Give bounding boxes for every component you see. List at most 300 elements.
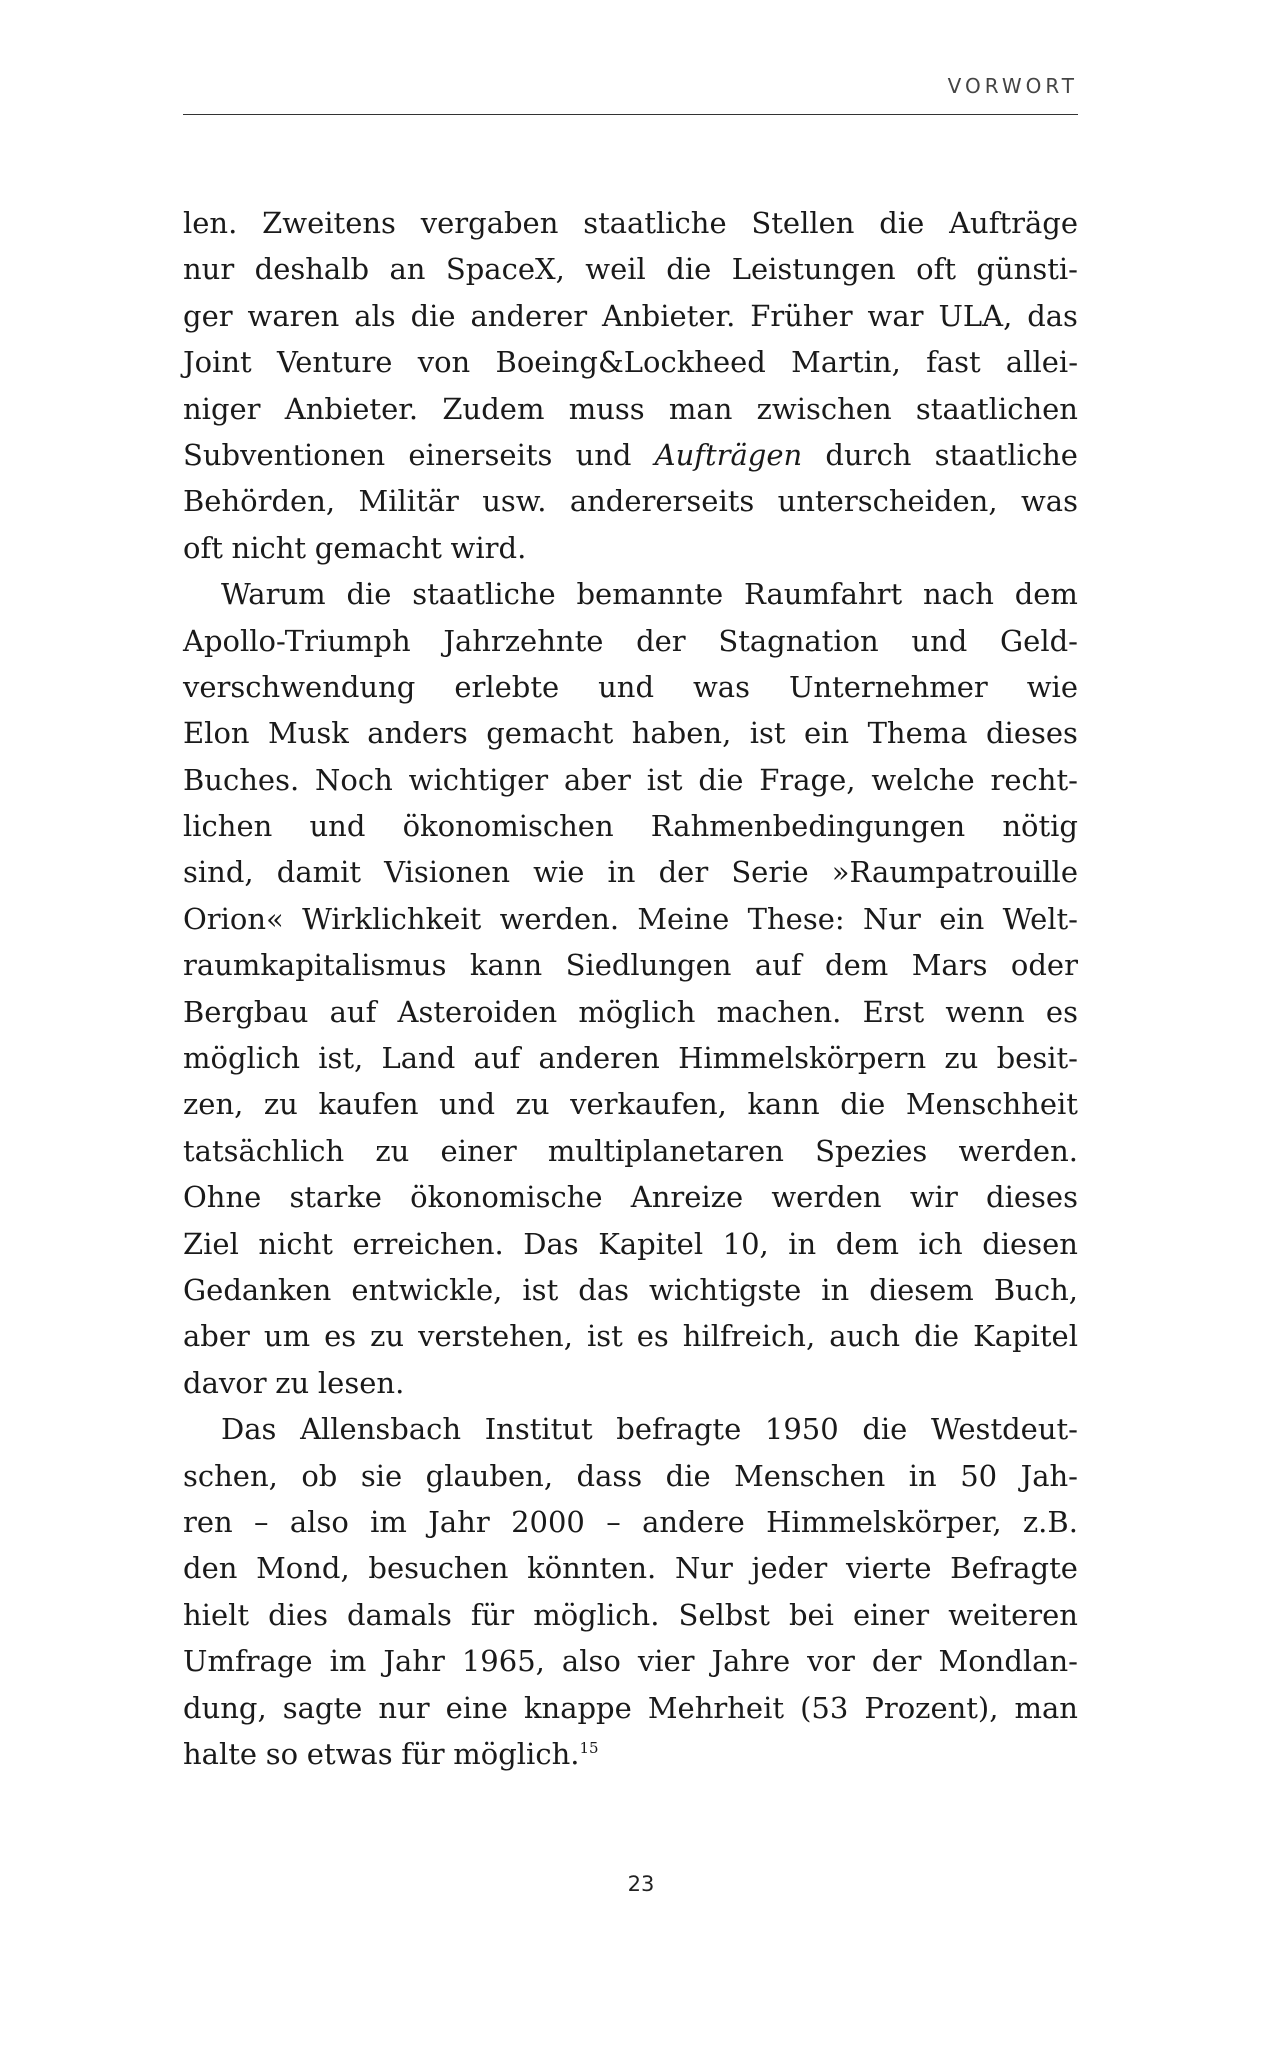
word: waren: [247, 298, 340, 333]
text-line: [183, 1313, 1078, 1359]
word: –: [606, 1504, 621, 1539]
word: entwickle,: [351, 1272, 503, 1307]
text-line: [183, 1174, 1078, 1220]
word: Ohne: [183, 1180, 262, 1215]
word: davor: [183, 1365, 267, 1400]
word: Boeing&Lockheed: [495, 345, 766, 380]
word: Serie: [731, 855, 809, 890]
word: machen.: [716, 994, 842, 1029]
word: ob: [301, 1458, 338, 1493]
word: Joint: [183, 345, 252, 380]
word: hielt: [183, 1597, 250, 1632]
word: so: [265, 1736, 299, 1771]
word: damit: [276, 855, 362, 890]
word: für: [470, 1597, 515, 1632]
word: lesen.: [317, 1365, 405, 1400]
text-line: [183, 896, 1078, 942]
word: Westdeut-: [930, 1412, 1078, 1447]
text-line: [183, 246, 1078, 292]
word: Gedanken: [183, 1272, 332, 1307]
word: muss: [568, 391, 645, 426]
word: etwas: [306, 1736, 393, 1771]
word: der: [871, 1644, 922, 1679]
word: ist: [749, 716, 786, 751]
word: Zudem: [442, 391, 545, 426]
word: Visionen: [384, 855, 510, 890]
word: multiplanetaren: [547, 1133, 784, 1168]
word: Anbieter.: [284, 391, 419, 426]
word: einer: [853, 1597, 930, 1632]
body-text: [183, 200, 1078, 1777]
word: möglich: [578, 994, 696, 1029]
word: die: [410, 298, 456, 333]
word: ein: [939, 901, 985, 936]
word: sind,: [183, 855, 254, 890]
word: Jahrzehnte: [443, 623, 604, 658]
word: zwischen: [756, 391, 892, 426]
word: Mondlan-: [938, 1644, 1078, 1679]
text-line: [183, 1360, 1078, 1406]
word: möglich: [183, 1041, 300, 1076]
word: ein: [804, 716, 850, 751]
word: gemacht: [486, 716, 614, 751]
word: werden.: [499, 901, 620, 936]
word: Jah-: [1020, 1458, 1078, 1493]
word: Jahr: [428, 1504, 490, 1539]
word: auf: [754, 948, 802, 983]
word: aber: [183, 1319, 250, 1354]
word: Menschen: [734, 1458, 886, 1493]
word: wie: [1026, 669, 1078, 704]
word: in: [788, 1226, 817, 1261]
word: und: [598, 669, 655, 704]
word: zu: [370, 1319, 405, 1354]
word: recht-: [990, 762, 1078, 797]
word: möglich.: [533, 1597, 660, 1632]
text-line: [183, 1499, 1078, 1545]
word: lichen: [183, 809, 273, 844]
word: Jahre: [711, 1644, 791, 1679]
word: Das: [523, 1226, 579, 1261]
word: niger: [183, 391, 261, 426]
text-line: [183, 1128, 1078, 1174]
word: Behörden,: [183, 484, 336, 519]
word: Befragte: [950, 1551, 1078, 1586]
text-line: [183, 1221, 1078, 1267]
word: allei-: [1005, 345, 1078, 380]
word: zu: [944, 1041, 979, 1076]
word: besuchen: [368, 1551, 509, 1586]
word: Raumfahrt: [743, 577, 903, 612]
text-line: [183, 1453, 1078, 1499]
word: es: [1045, 994, 1078, 1029]
word: einer: [440, 1133, 517, 1168]
word: dem: [1014, 577, 1078, 612]
word: was: [1020, 484, 1078, 519]
word: werden: [771, 1180, 882, 1215]
word: Stagnation: [718, 623, 879, 658]
word: Asteroiden: [397, 994, 558, 1029]
word: 50: [960, 1458, 998, 1493]
word: nicht: [258, 1226, 333, 1261]
word: was: [692, 669, 750, 704]
word: Anreize: [630, 1180, 744, 1215]
word: Früher: [750, 298, 853, 333]
running-header: VORWORT: [947, 74, 1078, 98]
word: glauben,: [425, 1458, 554, 1493]
text-line: [183, 803, 1078, 849]
word: andere: [642, 1504, 745, 1539]
text-line: [183, 942, 1078, 988]
word: und: [309, 809, 366, 844]
word: oder: [1010, 948, 1078, 983]
word: dem: [835, 1226, 899, 1261]
text-line: [183, 1406, 1078, 1452]
word: 1950: [764, 1412, 839, 1447]
word: Leistungen: [731, 252, 896, 287]
word: dem: [825, 948, 889, 983]
word: halte: [183, 1736, 258, 1771]
word: ist: [522, 1272, 559, 1307]
word: im: [329, 1644, 367, 1679]
word: Das: [221, 1412, 277, 1447]
word: man: [1014, 1690, 1078, 1725]
word: Aufträge: [949, 206, 1078, 240]
word: nach: [922, 577, 994, 612]
word: Wirklichkeit: [302, 901, 482, 936]
word: verkaufen,: [570, 1087, 727, 1122]
word: sie: [360, 1458, 403, 1493]
word: ist: [586, 1319, 623, 1354]
word: knappe: [523, 1690, 632, 1725]
word: erlebte: [454, 669, 560, 704]
word: Menschheit: [905, 1087, 1078, 1122]
word: werden.: [958, 1133, 1078, 1168]
word: usw.: [482, 484, 547, 519]
word: len.: [183, 206, 238, 240]
word: Elon: [183, 716, 250, 751]
word: Noch: [315, 762, 393, 797]
paragraph: [183, 1406, 1078, 1777]
word: verschwendung: [183, 669, 416, 704]
word: anderer: [470, 298, 588, 333]
text-line: [183, 571, 1078, 617]
word: weiteren: [948, 1597, 1078, 1632]
word: tatsächlich: [183, 1133, 345, 1168]
word: diesen: [982, 1226, 1078, 1261]
word: die: [879, 206, 925, 240]
word: Bergbau: [183, 994, 309, 1029]
word: »Raumpatrouille: [831, 855, 1078, 890]
word: in: [821, 1272, 850, 1307]
word: weil: [585, 252, 646, 287]
word: 10,: [722, 1226, 769, 1261]
word: bemannte: [576, 577, 724, 612]
word: die: [698, 762, 744, 797]
word: Mars: [911, 948, 988, 983]
word: von: [417, 345, 471, 380]
word: fast: [926, 345, 981, 380]
word: der: [658, 855, 709, 890]
text-line: [183, 432, 1078, 478]
word: Welt-: [1002, 901, 1078, 936]
word: war: [867, 298, 924, 333]
word: einerseits: [408, 437, 553, 472]
word: zu: [515, 1087, 550, 1122]
word: Spezies: [815, 1133, 928, 1168]
word: haben,: [631, 716, 732, 751]
word: Apollo-Triumph: [183, 623, 411, 658]
word: Nur: [674, 1551, 733, 1586]
word: Jahr: [383, 1644, 445, 1679]
word: aber: [564, 762, 631, 797]
text-line: [183, 478, 1078, 524]
word: Prozent),: [864, 1690, 999, 1725]
word: es: [636, 1319, 669, 1354]
word: bei: [788, 1597, 834, 1632]
word: Himmelskörper,: [766, 1504, 1002, 1539]
word: Frage,: [759, 762, 856, 797]
word: Ziel: [183, 1226, 239, 1261]
word: [655, 432, 803, 478]
word: Warum: [221, 577, 326, 612]
word: auf: [329, 994, 377, 1029]
word: nur: [378, 1690, 430, 1725]
word: staatliche: [583, 206, 727, 240]
word: damals: [347, 1597, 452, 1632]
word: Institut: [484, 1412, 593, 1447]
word: dieses: [986, 1180, 1078, 1215]
word: als: [354, 298, 396, 333]
word: in: [607, 855, 636, 890]
word: besit-: [996, 1041, 1078, 1076]
text-line: [183, 525, 1078, 571]
text-line: [183, 200, 1078, 246]
word: Mehrheit: [647, 1690, 785, 1725]
word: Buches.: [183, 762, 300, 797]
word: die: [862, 1412, 908, 1447]
word: den: [183, 1551, 238, 1586]
word: Orion«: [183, 901, 284, 936]
word: dung,: [183, 1690, 267, 1725]
text-line: [183, 339, 1078, 385]
word: wichtiger: [408, 762, 549, 797]
word: Buch,: [993, 1272, 1078, 1307]
word: ist: [646, 762, 683, 797]
word: zen,: [183, 1087, 244, 1122]
word: Land: [381, 1041, 456, 1076]
text-line: [183, 1638, 1078, 1684]
word: wird.: [450, 530, 527, 565]
word: nur: [183, 252, 235, 287]
word: Nur: [862, 901, 921, 936]
word: ren: [183, 1504, 233, 1539]
word: und: [575, 437, 632, 472]
text-line: [183, 1267, 1078, 1313]
footnote-reference[interactable]: 15: [579, 1738, 599, 1757]
text-line: [183, 1545, 1078, 1591]
word: man: [668, 391, 733, 426]
word: unterscheiden,: [777, 484, 998, 519]
word: Umfrage: [183, 1644, 313, 1679]
header-rule: [183, 114, 1078, 115]
word: z.B.: [1022, 1504, 1078, 1539]
word: das: [578, 1272, 629, 1307]
word: These:: [747, 901, 845, 936]
word: verstehen,: [418, 1319, 573, 1354]
word: ökonomischen: [402, 809, 614, 844]
word: es: [324, 1319, 357, 1354]
word: befragte: [616, 1412, 742, 1447]
word: Thema: [867, 716, 968, 751]
page-number: 23: [627, 1872, 655, 1896]
word: auch: [829, 1319, 901, 1354]
word: dieses: [985, 716, 1078, 751]
word: sagte: [282, 1690, 363, 1725]
word: staatliche: [412, 577, 556, 612]
word: zu: [275, 1365, 310, 1400]
word: erreichen.: [352, 1226, 504, 1261]
word: dass: [576, 1458, 643, 1493]
word: kann: [747, 1087, 820, 1122]
word: nötig: [1002, 809, 1078, 844]
word: durch: [825, 437, 912, 472]
word: wenn: [945, 994, 1025, 1029]
text-line: [183, 386, 1078, 432]
word: hilfreich,: [682, 1319, 816, 1354]
text-line: [183, 618, 1078, 664]
word: die: [346, 577, 392, 612]
word: Meine: [637, 901, 730, 936]
word: Allensbach: [300, 1412, 462, 1447]
word: Stellen: [751, 206, 855, 240]
word: Mond,: [256, 1551, 350, 1586]
word: und: [439, 1087, 496, 1122]
paragraph: [183, 200, 1078, 571]
word: Unternehmer: [788, 669, 988, 704]
word: zu: [375, 1133, 410, 1168]
word: nicht: [231, 530, 307, 565]
paragraph: [183, 571, 1078, 1406]
word: deshalb: [254, 252, 370, 287]
word: Anbieter.: [602, 298, 736, 333]
word: 2000: [511, 1504, 585, 1539]
word: vier: [637, 1644, 695, 1679]
word: der: [636, 623, 686, 658]
word: diesem: [869, 1272, 974, 1307]
text-line: [183, 1592, 1078, 1638]
word: um: [263, 1319, 311, 1354]
word: Siedlungen: [565, 948, 732, 983]
word: Venture: [276, 345, 393, 380]
word: also: [289, 1504, 349, 1539]
text-line: [183, 1731, 1078, 1777]
text-line: [183, 710, 1078, 756]
word: Musk: [268, 716, 349, 751]
word: für: [401, 1736, 445, 1771]
word: Militär: [358, 484, 459, 519]
word: das: [1027, 298, 1078, 333]
word: jeder: [751, 1551, 828, 1586]
word: Kapitel: [973, 1319, 1078, 1354]
word: Erst: [862, 994, 925, 1029]
word: oft: [916, 252, 956, 287]
word: andererseits: [569, 484, 755, 519]
word: Zweitens: [262, 206, 396, 240]
word: an: [389, 252, 426, 287]
word: Kapitel: [598, 1226, 704, 1261]
word: staatlichen: [915, 391, 1078, 426]
word: (53: [800, 1690, 849, 1725]
word: Martin,: [791, 345, 901, 380]
word: kaufen: [318, 1087, 419, 1122]
word: also: [561, 1644, 621, 1679]
word: Subventionen: [183, 437, 386, 472]
word: Selbst: [678, 1597, 770, 1632]
word: welche: [871, 762, 975, 797]
word: ökonomische: [410, 1180, 603, 1215]
word: die: [665, 1458, 711, 1493]
word: oft: [183, 530, 223, 565]
word: starke: [289, 1180, 382, 1215]
word: wir: [909, 1180, 958, 1215]
word: –: [254, 1504, 269, 1539]
word: ger: [183, 298, 233, 333]
text-line: [183, 989, 1078, 1035]
word: wichtigste: [649, 1272, 802, 1307]
word: möglich.$^{15}$: [453, 1736, 599, 1771]
word: gemacht: [314, 530, 442, 565]
word: vergaben: [420, 206, 559, 240]
text-line: [183, 1035, 1078, 1081]
word: die: [666, 252, 712, 287]
word: anderen: [538, 1041, 660, 1076]
word: könnten.: [527, 1551, 657, 1586]
word: ist,: [318, 1041, 364, 1076]
word: die: [840, 1087, 886, 1122]
text-line: [183, 293, 1078, 339]
word: 1965,: [461, 1644, 545, 1679]
word: SpaceX,: [445, 252, 565, 287]
text-line: [183, 757, 1078, 803]
word: zu: [263, 1087, 298, 1122]
word: Himmelskörpern: [678, 1041, 927, 1076]
text-line: [183, 664, 1078, 710]
word: günsti-: [976, 252, 1078, 287]
word: eine: [445, 1690, 508, 1725]
word: vor: [807, 1644, 855, 1679]
word: ich: [918, 1226, 963, 1261]
word: kann: [469, 948, 543, 983]
text-line: [183, 849, 1078, 895]
word: Rahmenbedingungen: [650, 809, 966, 844]
word: ULA,: [938, 298, 1013, 333]
word: dies: [268, 1597, 328, 1632]
word: die: [914, 1319, 960, 1354]
word: anders: [367, 716, 468, 751]
word: Geld-: [1000, 623, 1078, 658]
word: staatliche: [934, 437, 1078, 472]
word: in: [908, 1458, 937, 1493]
word: und: [911, 623, 968, 658]
text-line: [183, 1685, 1078, 1731]
word: schen,: [183, 1458, 278, 1493]
text-line: [183, 1081, 1078, 1127]
word: raumkapitalismus: [183, 948, 447, 983]
word: auf: [473, 1041, 521, 1076]
emphasis: Aufträgen: [654, 437, 803, 472]
word: vierte: [845, 1551, 932, 1586]
